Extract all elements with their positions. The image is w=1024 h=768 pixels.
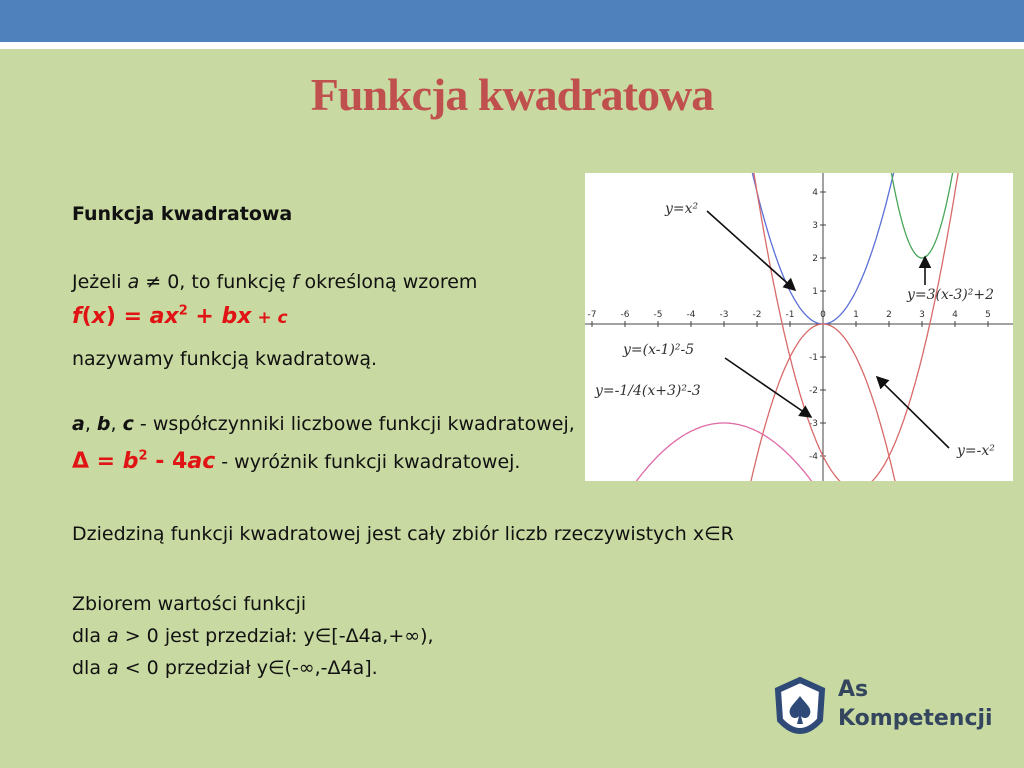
coefficients-line [72,412,575,436]
x-tick-label: 1 [853,310,859,320]
coeff-b: b [96,413,111,435]
arrow-to-neg-x2 [877,377,949,448]
formula-ax: ax [149,304,179,329]
label-y-quarter: y=-1/4(x+3)²-3 [595,383,701,399]
x-tick-label: -2 [752,310,762,320]
text-span: Δ = [72,449,123,474]
delta-b: b [122,449,139,474]
definition-end: nazywamy funkcją kwadratową. [72,348,378,370]
y-tick-label: 3 [812,221,818,231]
y-tick-label: 2 [812,254,818,264]
y-tick-label: -3 [809,419,818,429]
label-y-neg-x2: y=-x² [957,443,995,459]
range-negative-a [72,656,378,680]
formula-c: + c [251,308,288,328]
y-tick-label: 1 [812,287,818,297]
slide-title: Funkcja kwadratowa [310,69,714,120]
text-span: Jeżeli [72,271,128,293]
definition-line [72,270,477,294]
formula-x: x [91,304,106,329]
discriminant-line [72,450,520,474]
y-tick-label: -4 [809,452,818,462]
formula-f: f [72,304,82,329]
var-a: a [107,625,119,647]
range-title: Zbiorem wartości funkcji [72,593,307,615]
text-span: - wyróżnik funkcji kwadratowej. [215,451,521,473]
x-tick-label: 3 [919,310,925,320]
x-tick-label: -1 [785,310,795,320]
domain-line: Dziedziną funkcji kwadratowej jest cały zbiór liczb rzeczywistych x∈R [72,523,734,545]
var-a: a [127,271,140,293]
top-divider-line [0,42,1024,49]
text-span: - 4 [147,449,188,474]
top-accent-bar [0,0,1024,42]
coeff-a: a [72,413,85,435]
logo-line-1: As [838,677,869,702]
arrow-to-x2 [707,211,795,290]
label-y-x-1-2-5: y=(x-1)²-5 [623,342,695,358]
label-y-3x-3-2: y=3(x-3)²+2 [907,287,995,303]
y-tick-label: 4 [812,188,818,198]
x-tick-label: 4 [952,310,958,320]
quadratic-formula: $f(x) = ax^2$ + bx + c [72,303,288,329]
formula-exponent: 2 [178,303,188,319]
discriminant-formula [72,449,215,474]
x-tick-label: -4 [686,310,696,320]
text-span: > 0 jest przedział: y∈[-Δ4a,+∞), [118,625,434,647]
coeff-c: c [122,413,134,435]
text-span: < 0 przedział y∈(-∞,-Δ4a]. [118,657,378,679]
x-tick-label: 2 [886,310,892,320]
text-span: , [110,413,123,435]
logo-line-2: Kompetencji [838,706,993,731]
x-tick-label: 5 [985,310,991,320]
text-span: - współczynniki liczbowe funkcji kwadratowej, [133,413,575,435]
curve-y-x-1-2-5 [750,173,965,481]
text-span: dla [72,657,108,679]
parabolas-svg [585,173,1013,481]
delta-exponent: 2 [138,448,148,464]
text-span: określoną wzorem [298,271,478,293]
parabolas-graph [585,173,1013,481]
text-span: ≠ 0, to funkcję [139,271,292,293]
x-tick-label: -6 [620,310,630,320]
text-span: dla [72,625,108,647]
section-heading: Funkcja kwadratowa [72,203,293,225]
y-tick-label: -1 [809,353,818,363]
range-positive-a [72,624,434,648]
formula-bx: + bx [187,304,252,329]
spade-shield-icon [778,680,822,731]
text-span: , [84,413,97,435]
var-a: a [107,657,119,679]
x-tick-label: 0 [820,310,826,320]
var-f: f [291,271,299,293]
formula-eq: = [115,304,150,329]
y-tick-label: -2 [809,386,818,396]
x-tick-label: -7 [587,310,597,320]
x-tick-label: -3 [719,310,729,320]
label-y-x2: y=x² [665,201,699,217]
delta-ac: ac [187,449,216,474]
x-tick-label: -5 [653,310,663,320]
